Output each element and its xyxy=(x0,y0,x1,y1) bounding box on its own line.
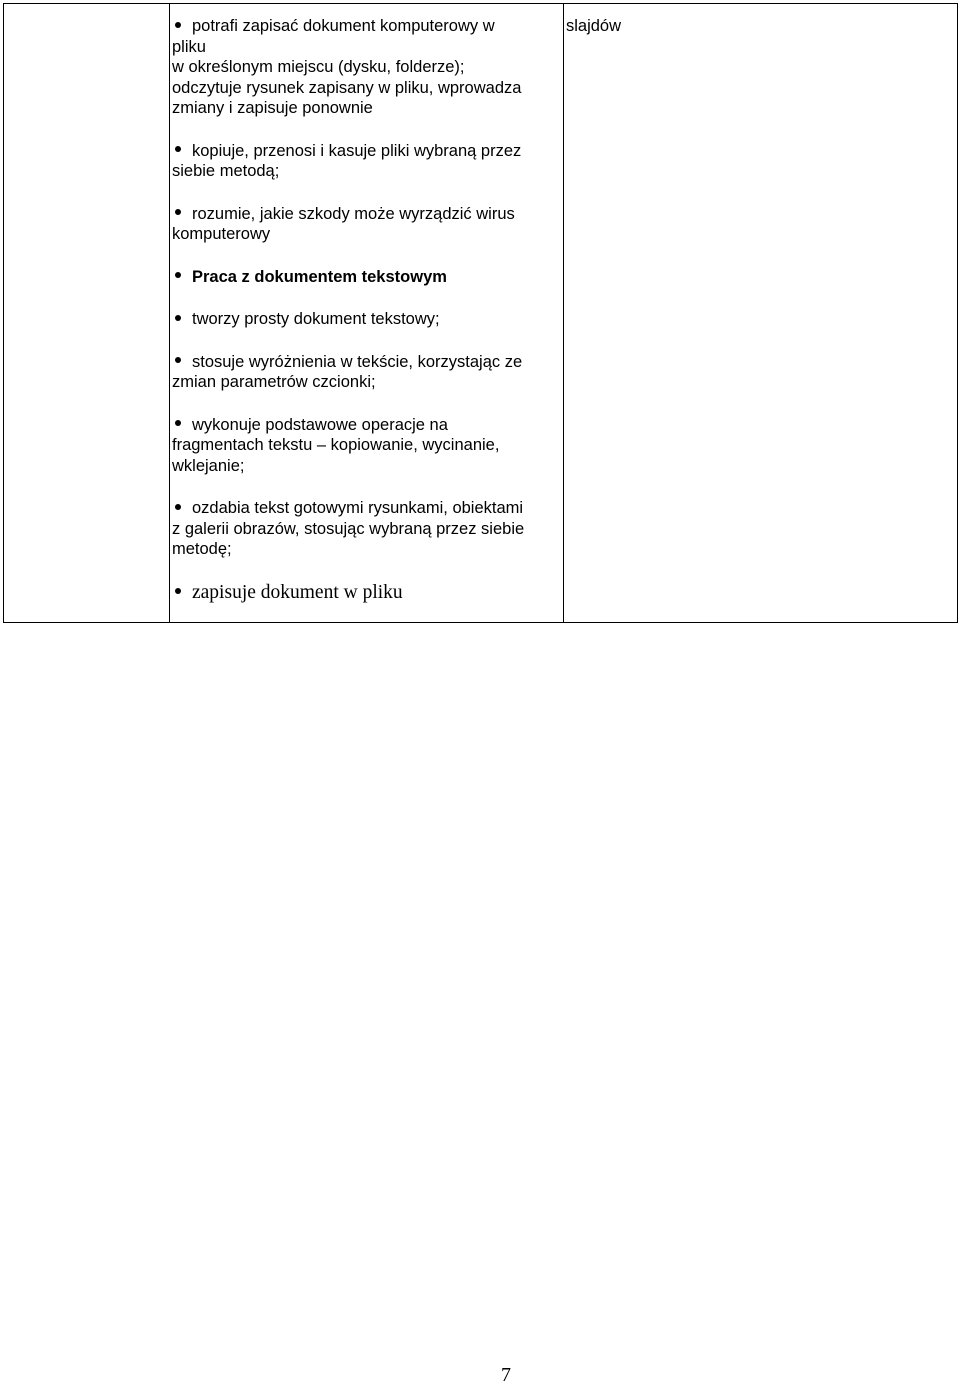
item-line: rozumie, jakie szkody może wyrządzić wirus xyxy=(192,204,515,223)
item-line: zapisuje dokument w pliku xyxy=(192,581,403,603)
criteria-list xyxy=(172,16,557,604)
list-item xyxy=(172,415,557,477)
bullet-icon xyxy=(175,420,181,426)
item-line: tworzy prosty dokument tekstowy; xyxy=(192,310,440,328)
list-item xyxy=(172,309,557,330)
item-line: kopiuje, przenosi i kasuje pliki wybraną przez xyxy=(192,141,522,160)
item-line: fragmentach tekstu – kopiowanie, wycinanie, xyxy=(172,436,500,454)
list-item xyxy=(172,16,557,119)
bullet-icon xyxy=(175,272,181,278)
bullet-icon xyxy=(175,357,181,363)
item-line: odczytuje rysunek zapisany w pliku, wprowadza xyxy=(172,78,522,97)
list-item xyxy=(172,204,557,245)
item-line: stosuje wyróżnienia w tekście, korzystając ze xyxy=(192,352,523,371)
item-line: ozdabia tekst gotowymi rysunkami, obiektami xyxy=(192,499,524,517)
middle-cell xyxy=(170,4,564,623)
list-item xyxy=(172,582,557,604)
requirements-table xyxy=(3,3,958,623)
item-line: siebie metodą; xyxy=(172,162,280,180)
page-number: 7 xyxy=(501,1364,511,1386)
bullet-icon xyxy=(175,22,181,28)
item-line: wklejanie; xyxy=(172,456,245,475)
item-line: komputerowy xyxy=(172,225,271,243)
bullet-icon xyxy=(175,504,181,510)
bullet-icon xyxy=(175,588,181,594)
right-cell-text: slajdów xyxy=(566,17,622,35)
item-line: metodę; xyxy=(172,540,232,558)
section-heading-item xyxy=(172,267,557,288)
item-line: w określonym miejscu (dysku, folderze); xyxy=(172,58,465,76)
list-item xyxy=(172,498,557,560)
item-line: wykonuje podstawowe operacje na xyxy=(192,415,448,434)
list-item xyxy=(172,352,557,393)
item-line: pliku xyxy=(172,37,206,56)
item-line: zmiany i zapisuje ponownie xyxy=(172,99,373,117)
list-item xyxy=(172,141,557,182)
table-row xyxy=(4,4,958,623)
section-heading: Praca z dokumentem tekstowym xyxy=(192,267,447,286)
item-line: z galerii obrazów, stosując wybraną przez siebie xyxy=(172,519,525,538)
item-line: zmian parametrów czcionki; xyxy=(172,373,376,391)
bullet-icon xyxy=(175,146,181,152)
bullet-icon xyxy=(175,209,181,215)
bullet-icon xyxy=(175,315,181,321)
right-cell xyxy=(564,4,958,623)
item-line: potrafi zapisać dokument komputerowy w xyxy=(192,17,495,35)
left-cell xyxy=(4,4,170,623)
